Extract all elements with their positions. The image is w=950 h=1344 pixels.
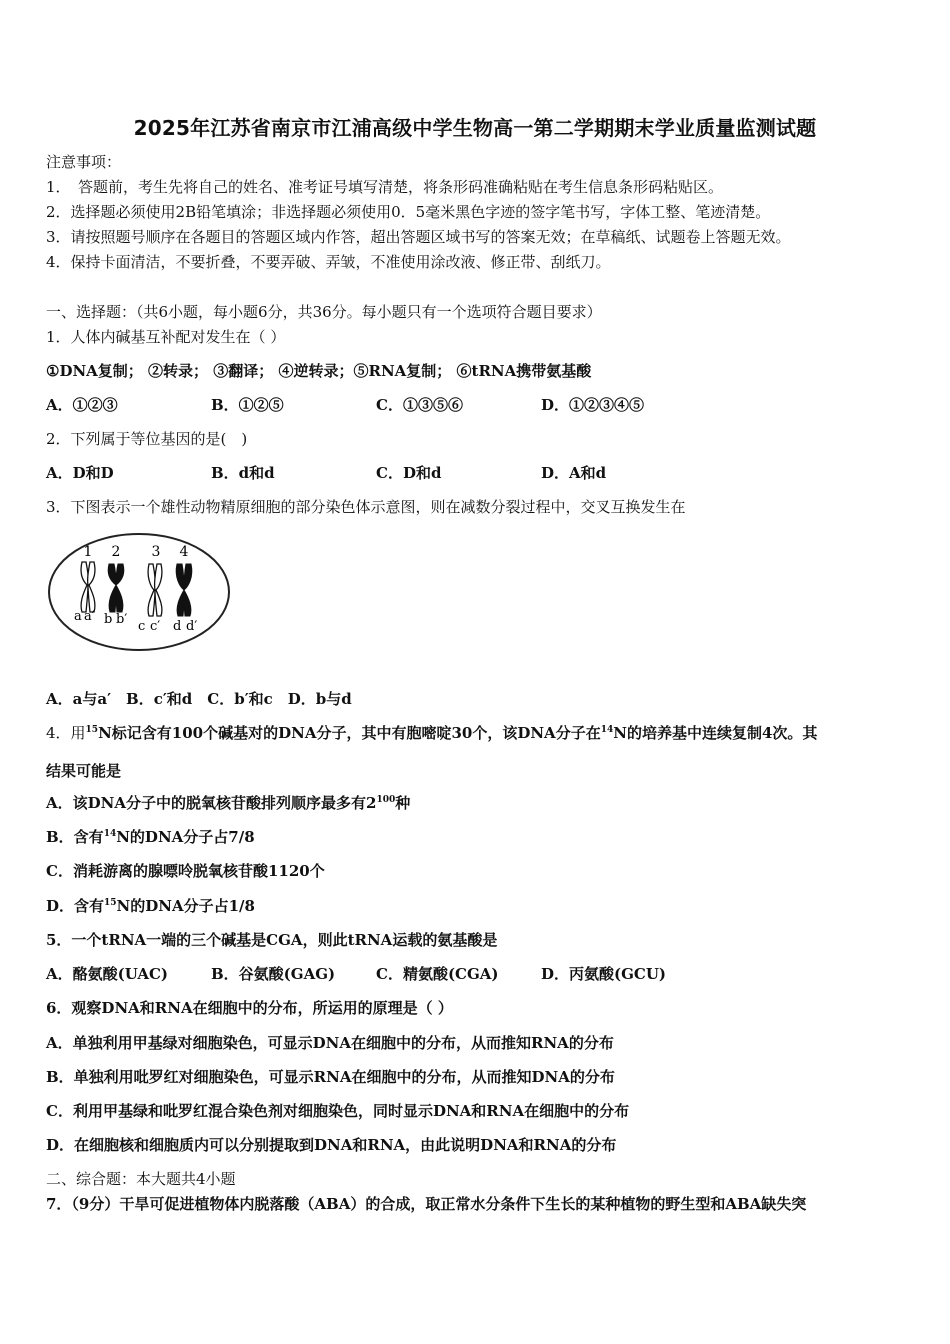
question-stem: 2．下列属于等位基因的是( ) [46, 430, 248, 448]
allele-label: c [138, 619, 146, 634]
options-row: A．a与a′ B．c′和d C．b′和c D．b与d [46, 690, 352, 708]
chromosome-number: 2 [111, 544, 121, 560]
question-stem-continued: 结果可能是 [46, 762, 122, 780]
notice-heading: 注意事项： [46, 153, 122, 171]
option-d: D．在细胞核和细胞质内可以分别提取到DNA和RNA，由此说明DNA和RNA的分布 [46, 1136, 617, 1154]
option-a: A．①②③ [46, 396, 118, 414]
superscript: 14 [103, 829, 117, 839]
page-title: 2025年江苏省南京市江浦高级中学生物高一第二学期期末学业质量监测试题 [133, 116, 817, 140]
option-text: 种 [395, 794, 411, 812]
chromosome-1 [81, 562, 95, 612]
question-stem [46, 723, 817, 743]
chromosome-3 [148, 564, 162, 616]
option-b: B．①②⑤ [211, 396, 284, 414]
stem-text: 4．用 [46, 724, 86, 742]
options-row [46, 395, 644, 415]
question-stem: 3．下图表示一个雄性动物精原细胞的部分染色体示意图，则在减数分裂过程中，交叉互换发生在 [46, 498, 686, 516]
option-c: C．利用甲基绿和吡罗红混合染色剂对细胞染色，同时显示DNA和RNA在细胞中的分布 [46, 1102, 630, 1120]
superscript: 14 [600, 725, 614, 735]
stem-text: N的培养基中连续复制4次。其 [613, 724, 818, 742]
superscript: 15 [104, 898, 117, 908]
option-a [46, 793, 410, 813]
allele-label: c′ [150, 619, 161, 634]
chromosome-4 [176, 564, 192, 616]
option-b: B．单独利用吡罗红对细胞染色，可显示RNA在细胞中的分布，从而推知DNA的分布 [46, 1068, 615, 1086]
notice-item: 3．请按照题号顺序在各题目的答题区域内作答，超出答题区域书写的答案无效；在草稿纸、试题卷上答题无效。 [46, 228, 791, 246]
option-text: D．含有 [46, 897, 105, 915]
chromosome-number: 1 [83, 544, 93, 560]
allele-label: d [173, 619, 182, 634]
option-d: D．①②③④⑤ [541, 396, 645, 414]
allele-label: b [104, 612, 113, 627]
allele-label: b′ [116, 612, 128, 627]
option-d: D．丙氨酸(GCU) [541, 965, 667, 983]
question-stem: 5．一个tRNA一端的三个碱基是CGA，则此tRNA运载的氨基酸是 [46, 931, 498, 949]
option-b: B．d和d [211, 464, 275, 482]
notice-item: 2．选择题必须使用2B铅笔填涂；非选择题必须使用0．5毫米黑色字迹的签字笔书写，字体工整、笔迹清楚。 [46, 203, 771, 221]
options-row [46, 964, 666, 984]
chromosome-number: 4 [179, 544, 189, 560]
section-heading: 一、选择题：（共6小题，每小题6分，共36分。每小题只有一个选项符合题目要求） [46, 303, 602, 321]
option-text: A．该DNA分子中的脱氧核苷酸排列顺序最多有2 [46, 794, 377, 812]
chromosome-number: 3 [151, 544, 161, 560]
chromosome-2 [108, 564, 124, 612]
notice-item: 1． 答题前，考生先将自己的姓名、准考证号填写清楚，将条形码准确粘贴在考生信息条形码粘贴区。 [46, 178, 724, 196]
section-heading: 二、综合题：本大题共4小题 [46, 1170, 236, 1188]
question-stem: 6．观察DNA和RNA在细胞中的分布，所运用的原理是（ ） [46, 999, 453, 1017]
option-d: D．A和d [541, 464, 607, 482]
option-a: A．D和D [46, 464, 114, 482]
option-b: B．谷氨酸(GAG) [211, 965, 336, 983]
options-row [46, 463, 606, 483]
stem-text: N标记含有100个碱基对的DNA分子，其中有胞嘧啶30个，该DNA分子在 [98, 724, 601, 742]
allele-label: a′ [84, 609, 95, 624]
question-items: ①DNA复制； ②转录； ③翻译； ④逆转录；⑤RNA复制； ⑥tRNA携带氨基酸 [46, 362, 592, 380]
chromosome-figure [46, 530, 232, 654]
question-stem: 7．（9分）干旱可促进植物体内脱落酸（ABA）的合成，取正常水分条件下生长的某种植物的野生型和ABA缺失突 [46, 1195, 807, 1213]
option-a: A．单独利用甲基绿对细胞染色，可显示DNA在细胞中的分布，从而推知RNA的分布 [46, 1034, 614, 1052]
option-text: N的DNA分子占7/8 [116, 828, 255, 846]
superscript: 100 [376, 795, 396, 805]
option-c: C．消耗游离的腺嘌呤脱氧核苷酸1120个 [46, 862, 325, 880]
option-a: A．酪氨酸(UAC) [46, 965, 169, 983]
allele-label: a [74, 609, 82, 624]
option-c: C．①③⑤⑥ [376, 396, 463, 414]
option-b [46, 827, 255, 847]
notice-item: 4．保持卡面清洁，不要折叠，不要弄破、弄皱，不准使用涂改液、修正带、刮纸刀。 [46, 253, 611, 271]
question-stem: 1．人体内碱基互补配对发生在（ ） [46, 328, 286, 346]
option-d [46, 896, 255, 916]
option-text: N的DNA分子占1/8 [116, 897, 255, 915]
option-c: C．D和d [376, 464, 442, 482]
allele-label: d′ [186, 619, 198, 634]
superscript: 15 [85, 725, 99, 735]
option-c: C．精氨酸(CGA) [376, 965, 499, 983]
option-text: B．含有 [46, 828, 104, 846]
